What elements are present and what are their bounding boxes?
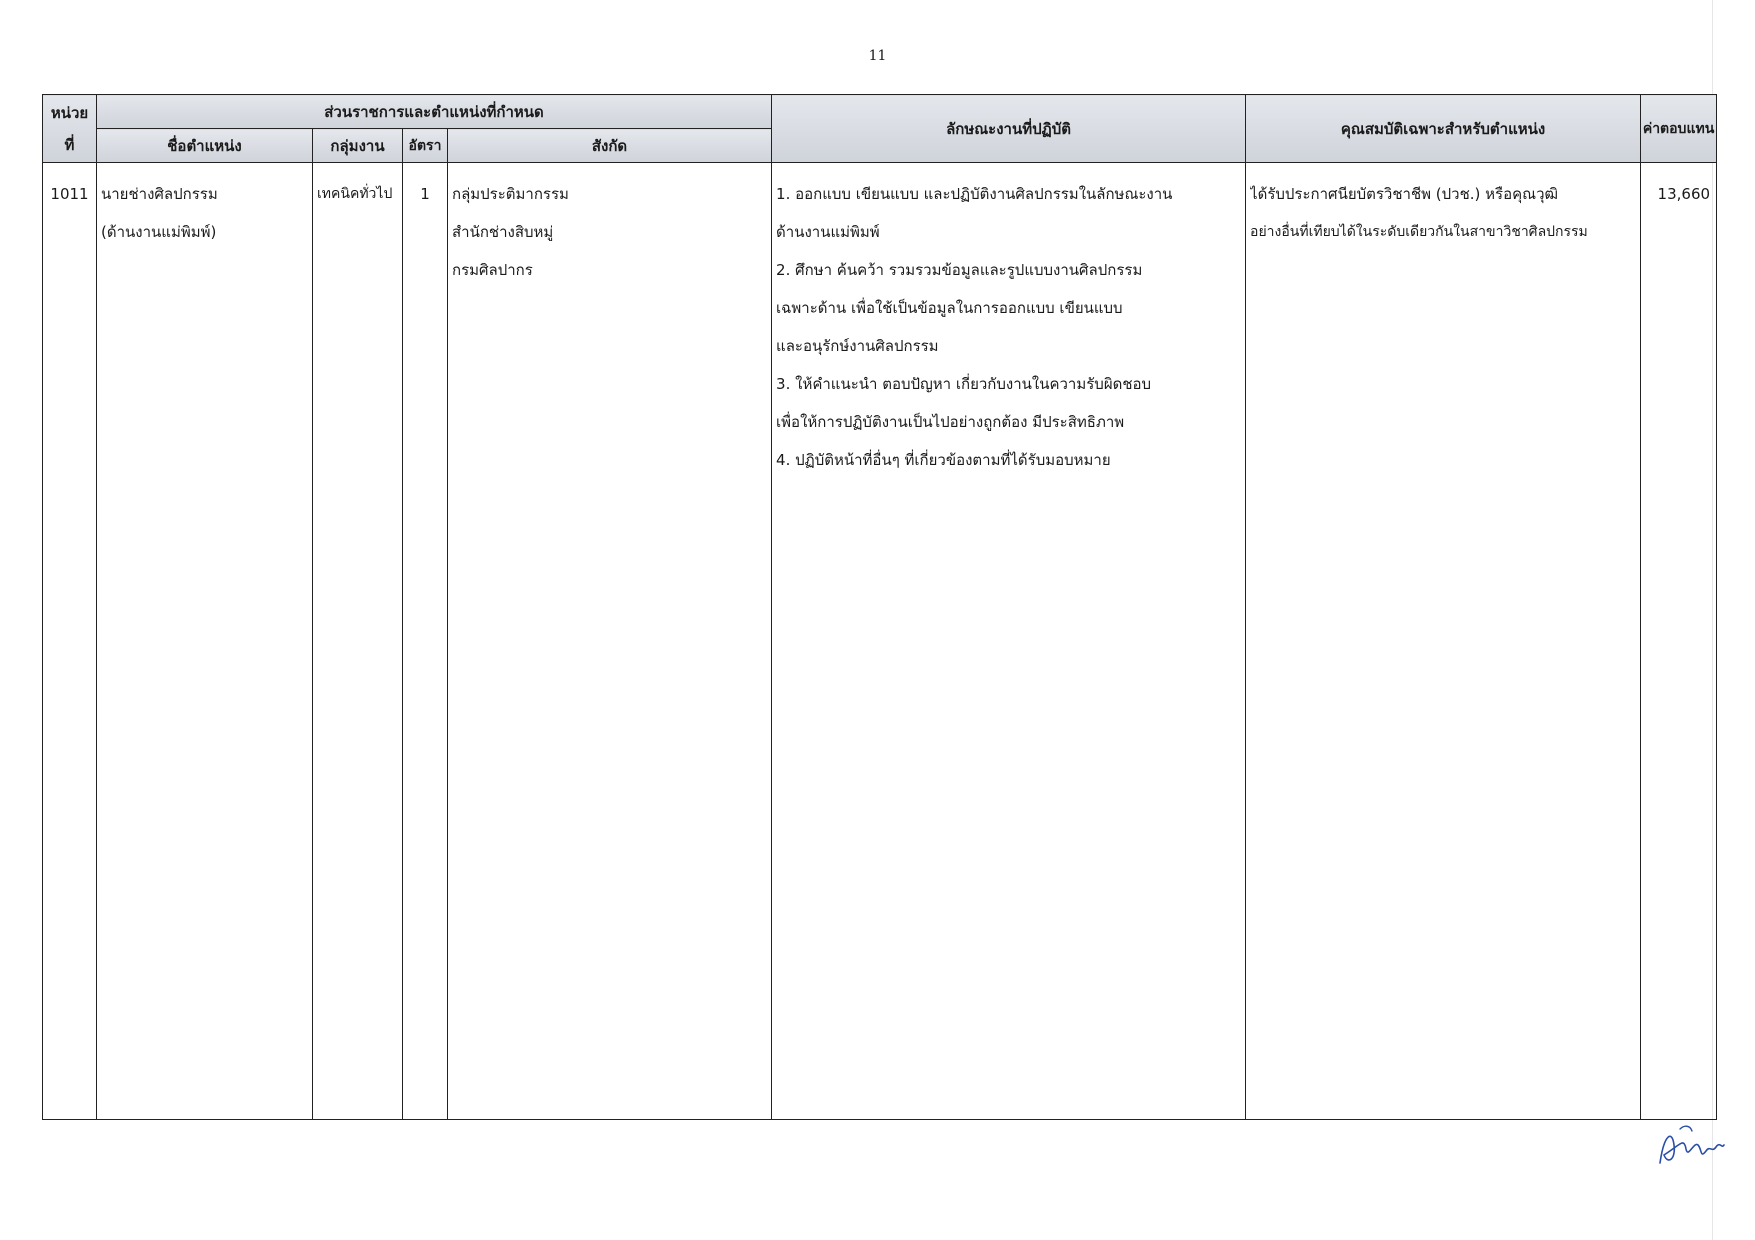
job-description-cell <box>772 163 1246 1120</box>
rate-value: 1 <box>420 185 430 203</box>
header-job-description: ลักษณะงานที่ปฏิบัติ <box>772 95 1246 163</box>
work-group-cell <box>313 163 403 1120</box>
header-unit-line1: หน่วย <box>50 103 89 122</box>
affiliation-cell <box>448 163 772 1120</box>
job-line: และอนุรักษ์งานศิลปกรรม <box>776 337 939 355</box>
rate-cell <box>403 163 448 1120</box>
affiliation-line: กรมศิลปากร <box>452 261 533 279</box>
job-line: 1. ออกแบบ เขียนแบบ และปฏิบัติงานศิลปกรรมในลักษณะงาน <box>776 185 1173 203</box>
job-line: 3. ให้คำแนะนำ ตอบปัญหา เกี่ยวกับงานในความรับผิดชอบ <box>776 375 1152 393</box>
job-line: เฉพาะด้าน เพื่อใช้เป็นข้อมูลในการออกแบบ เขียนแบบ <box>776 299 1123 317</box>
header-rate: อัตรา <box>403 129 448 163</box>
position-line: (ด้านงานแม่พิมพ์) <box>101 223 217 241</box>
affiliation-line: สำนักช่างสิบหมู่ <box>452 223 554 241</box>
header-unit-line2: ที่ <box>64 135 75 154</box>
job-line: เพื่อให้การปฏิบัติงานเป็นไปอย่างถูกต้อง มีประสิทธิภาพ <box>776 413 1125 431</box>
header-unit <box>43 95 97 163</box>
qualifications-cell <box>1246 163 1641 1120</box>
compensation-cell <box>1641 163 1717 1120</box>
work-group-value: เทคนิคทั่วไป <box>317 186 393 202</box>
job-line: 2. ศึกษา ค้นคว้า รวมรวมข้อมูลและรูปแบบงานศิลปกรรม <box>776 261 1143 279</box>
unit-number: 1011 <box>50 185 89 203</box>
position-cell <box>97 163 313 1120</box>
position-table <box>42 94 1717 1120</box>
header-work-group: กลุ่มงาน <box>313 129 403 163</box>
affiliation-line: กลุ่มประติมากรรม <box>452 185 569 203</box>
header-qualifications: คุณสมบัติเฉพาะสำหรับตำแหน่ง <box>1246 95 1641 163</box>
job-line: 4. ปฏิบัติหน้าที่อื่นๆ ที่เกี่ยวข้องตามที่ได้รับมอบหมาย <box>776 451 1111 469</box>
qualification-line: ได้รับประกาศนียบัตรวิชาชีพ (ปวช.) หรือคุณวุฒิ <box>1250 185 1559 203</box>
unit-cell <box>43 163 97 1120</box>
header-position-name: ชื่อตำแหน่ง <box>97 129 313 163</box>
qualification-line: อย่างอื่นที่เทียบได้ในระดับเดียวกันในสาขาวิชาศิลปกรรม <box>1250 224 1588 240</box>
header-group-title: ส่วนราชการและตำแหน่งที่กำหนด <box>97 95 772 129</box>
position-line: นายช่างศิลปกรรม <box>101 185 218 203</box>
job-line: ด้านงานแม่พิมพ์ <box>776 223 880 241</box>
header-compensation: ค่าตอบแทน <box>1641 95 1717 163</box>
header-affiliation: สังกัด <box>448 129 772 163</box>
page-number: 11 <box>868 48 887 64</box>
table-row <box>43 163 1717 1120</box>
signature <box>1650 1115 1730 1175</box>
compensation-value: 13,660 <box>1657 185 1711 203</box>
